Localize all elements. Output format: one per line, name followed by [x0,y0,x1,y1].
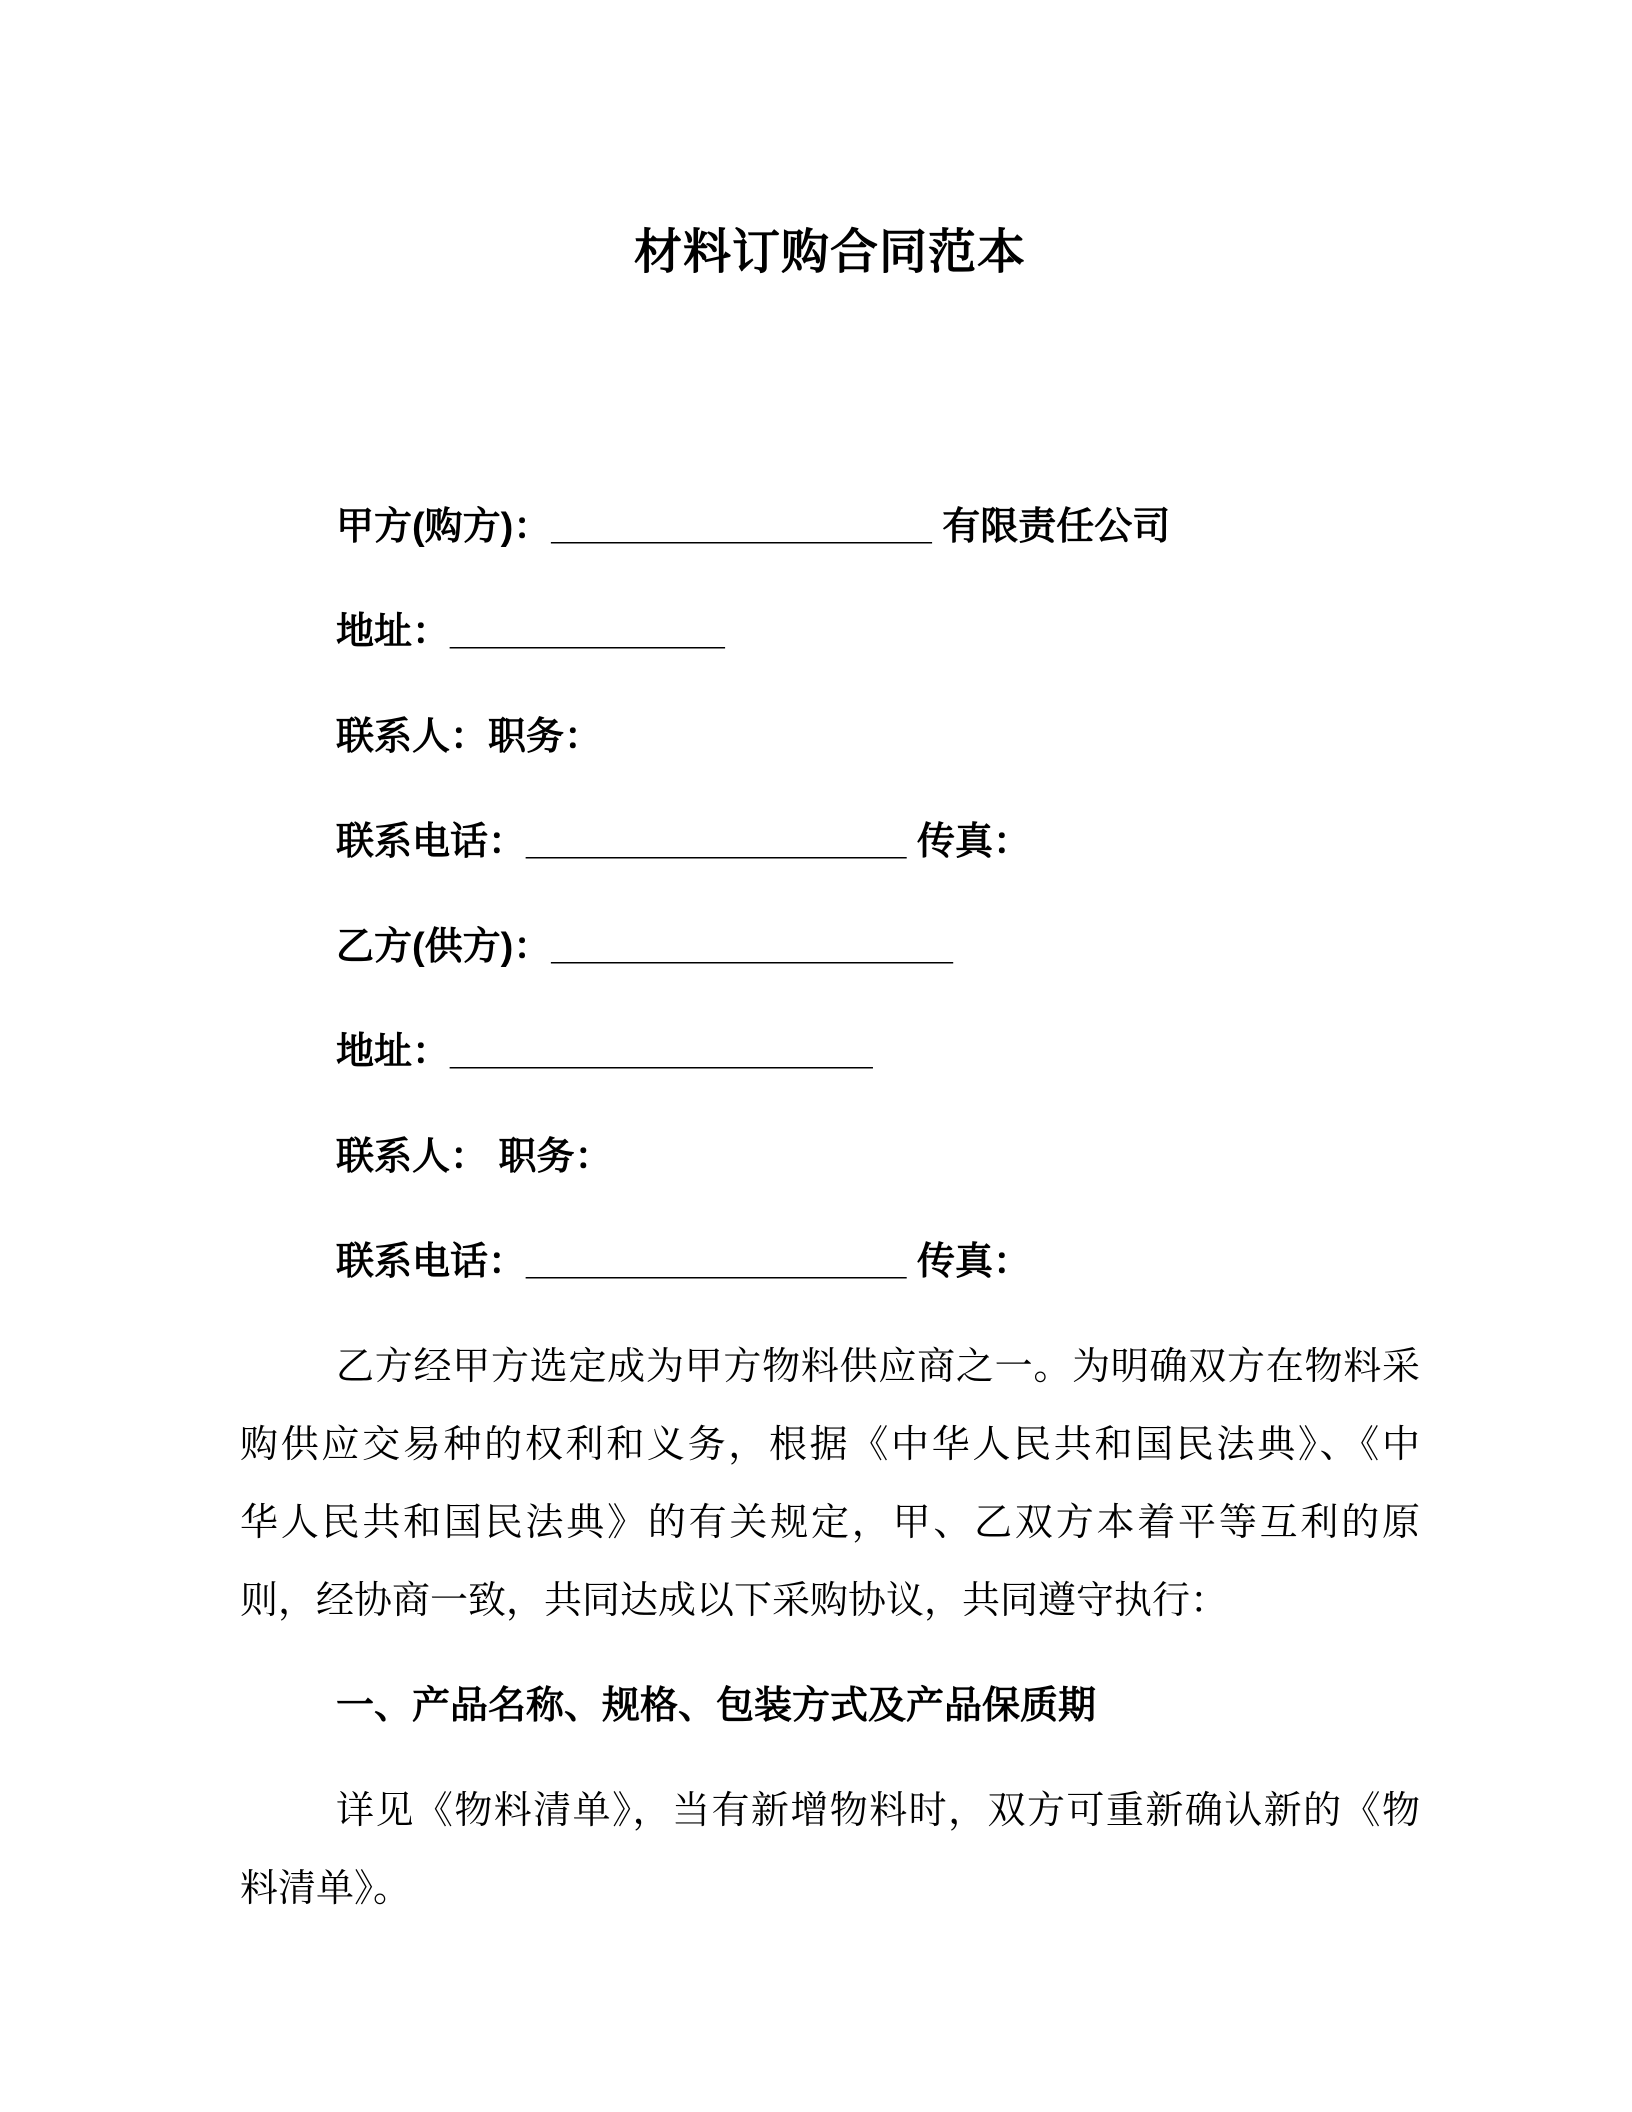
party-b-name-line: 乙方(供方)：___________________ [336,926,953,968]
party-a-name-line: 甲方(购方)：__________________ 有限责任公司 [336,506,1171,548]
section-1-heading: 一、产品名称、规格、包装方式及产品保质期 [336,1685,1097,1727]
section-1-body-line-2: 料清单》。 [240,1868,412,1910]
contract-intro-paragraph [240,1328,1420,1640]
document-body [0,214,1632,1928]
intro-line-4: 则，经协商一致，共同达成以下采购协议，共同遵守执行： [240,1580,1229,1622]
intro-line-3: 华人民共和国民法典》的有关规定，甲、乙双方本着平等互利的原 [240,1502,1420,1544]
party-b-phone-fax-line: 联系电话：__________________ 传真： [336,1241,1031,1283]
intro-line-1: 乙方经甲方选定成为甲方物料供应商之一。为明确双方在物料采 [336,1346,1420,1388]
document-title: 材料订购合同范本 [633,226,1026,279]
party-a-address-line: 地址：_____________ [336,611,725,653]
party-a-contact-line: 联系人：职务： [336,716,603,758]
intro-line-2: 购供应交易种的权利和义务，根据《中华人民共和国民法典》、《中 [240,1424,1420,1466]
section-1-body-paragraph [240,1772,1420,1928]
party-b-address-line: 地址：____________________ [336,1031,873,1073]
section-1-body-line-1: 详见《物料清单》，当有新增物料时，双方可重新确认新的《物 [336,1790,1420,1832]
party-a-phone-fax-line: 联系电话：__________________ 传真： [336,821,1031,863]
party-b-contact-line: 联系人： 职务： [336,1136,613,1178]
